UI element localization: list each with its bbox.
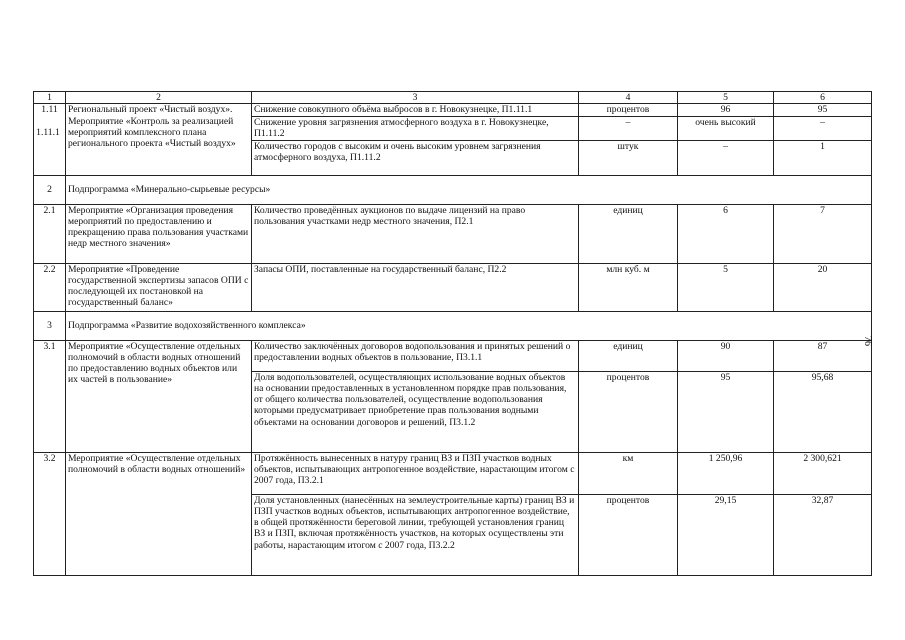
header-col-4: 4: [579, 92, 678, 104]
indicator-text: Доля водопользователей, осуществляющих использование водных объектов на основании предоставленных в установленном порядке прав пользования, от общего количества пользователей, осуществление водопользования которыми предусматривает приобретение прав пользования водными объектами на основании договоров и решений, П3.1.2: [252, 371, 579, 452]
row-number: 3.1: [34, 340, 66, 452]
indicator-value-6: 95: [774, 104, 872, 116]
indicator-value-5: 5: [678, 263, 774, 311]
section-number: 2: [34, 175, 66, 204]
indicator-value-5: –: [678, 140, 774, 175]
section-title: Подпрограмма «Развитие водохозяйственного комплекса»: [66, 311, 872, 340]
indicator-text: Запасы ОПИ, поставленные на государственный баланс, П2.2: [252, 263, 579, 311]
measure-name: Мероприятие «Осуществление отдельных полномочий в области водных отношений по предоставлению водных объектов или их частей в пользование»: [66, 340, 252, 452]
header-col-3: 3: [252, 92, 579, 104]
indicator-unit: процентов: [579, 494, 678, 575]
indicator-text: Количество городов с высоким и очень высоким уровнем загрязнения атмосферного воздуха, П1.11.2: [252, 140, 579, 175]
indicator-value-5: 6: [678, 204, 774, 263]
indicator-unit: процентов: [579, 104, 678, 116]
row-number: 3.2: [34, 452, 66, 575]
indicator-value-6: 1: [774, 140, 872, 175]
indicator-value-5: 29,15: [678, 494, 774, 575]
measure-name: Мероприятие «Организация проведения мероприятий по предоставлению и прекращению права пользования участками недр местного значения»: [66, 204, 252, 263]
section-title: Подпрограмма «Минерально-сырьевые ресурсы»: [66, 175, 872, 204]
indicator-text: Количество проведённых аукционов по выдаче лицензий на право пользования участками недр местного значения, П2.1: [252, 204, 579, 263]
indicator-text: Доля установленных (нанесённых на землеустроительные карты) границ ВЗ и ПЗП участков водных объектов, испытывающих антропогенное воздействие, в общей протяжённости береговой линии, требующей установления границ ВЗ и ПЗП, включая протяжённость участков, на которых осуществлены эти работы, нарастающим итогом с 2007 года, П3.2.2: [252, 494, 579, 575]
header-col-5: 5: [678, 92, 774, 104]
row-number: 2.1: [34, 204, 66, 263]
indicator-value-6: –: [774, 116, 872, 140]
header-col-6: 6: [774, 92, 872, 104]
indicator-unit: км: [579, 452, 678, 494]
measure-name: Мероприятие «Проведение государственной экспертизы запасов ОПИ с последующей их постановкой на государственный баланс»: [66, 263, 252, 311]
indicator-value-6: 7: [774, 204, 872, 263]
indicator-value-5: 96: [678, 104, 774, 116]
indicator-unit: процентов: [579, 371, 678, 452]
indicator-unit: единиц: [579, 340, 678, 371]
section-number: 3: [34, 311, 66, 340]
row-number-sub: 1.11.1: [36, 126, 60, 138]
table-row: [34, 263, 872, 311]
table-row: [34, 204, 872, 263]
header-col-1: 1: [34, 92, 66, 104]
indicator-value-5: 95: [678, 371, 774, 452]
indicator-value-6: 20: [774, 263, 872, 311]
row-number: 2.2: [34, 263, 66, 311]
measure-name: Региональный проект «Чистый воздух». Мероприятие «Контроль за реализацией мероприятий комплексного плана регионального проекта «Чистый воздух»: [66, 104, 252, 175]
indicator-unit: млн куб. м: [579, 263, 678, 311]
measure-name: Мероприятие «Осуществление отдельных полномочий в области водных отношений»: [66, 452, 252, 575]
row-number-cell: [34, 104, 66, 175]
indicator-value-6: 32,87: [774, 494, 872, 575]
table-row: [34, 452, 872, 494]
indicators-table: [33, 91, 872, 576]
page-number: 76: [862, 336, 873, 346]
row-number: 1.11: [41, 104, 58, 116]
section-row: [34, 311, 872, 340]
table-row: [34, 104, 872, 116]
indicator-value-5: 1 250,96: [678, 452, 774, 494]
indicator-unit: –: [579, 116, 678, 140]
table-row: [34, 340, 872, 371]
section-row: [34, 175, 872, 204]
indicator-value-6: 95,68: [774, 371, 872, 452]
header-row: [34, 92, 872, 104]
indicator-unit: единиц: [579, 204, 678, 263]
indicator-value-6: 87: [774, 340, 872, 371]
indicator-text: Снижение совокупного объёма выбросов в г. Новокузнецке, П1.11.1: [252, 104, 579, 116]
indicator-text: Протяжённость вынесенных в натуру границ ВЗ и ПЗП участков водных объектов, испытывающих антропогенное воздействие, нарастающим итогом с 2007 года, П3.2.1: [252, 452, 579, 494]
indicator-value-5: 90: [678, 340, 774, 371]
indicator-unit: штук: [579, 140, 678, 175]
indicator-text: Количество заключённых договоров водопользования и принятых решений о предоставлении водных объектов в пользование, П3.1.1: [252, 340, 579, 371]
indicator-value-5: очень высокий: [678, 116, 774, 140]
indicator-text: Снижение уровня загрязнения атмосферного воздуха в г. Новокузнецке, П1.11.2: [252, 116, 579, 140]
header-col-2: 2: [66, 92, 252, 104]
indicator-value-6: 2 300,621: [774, 452, 872, 494]
